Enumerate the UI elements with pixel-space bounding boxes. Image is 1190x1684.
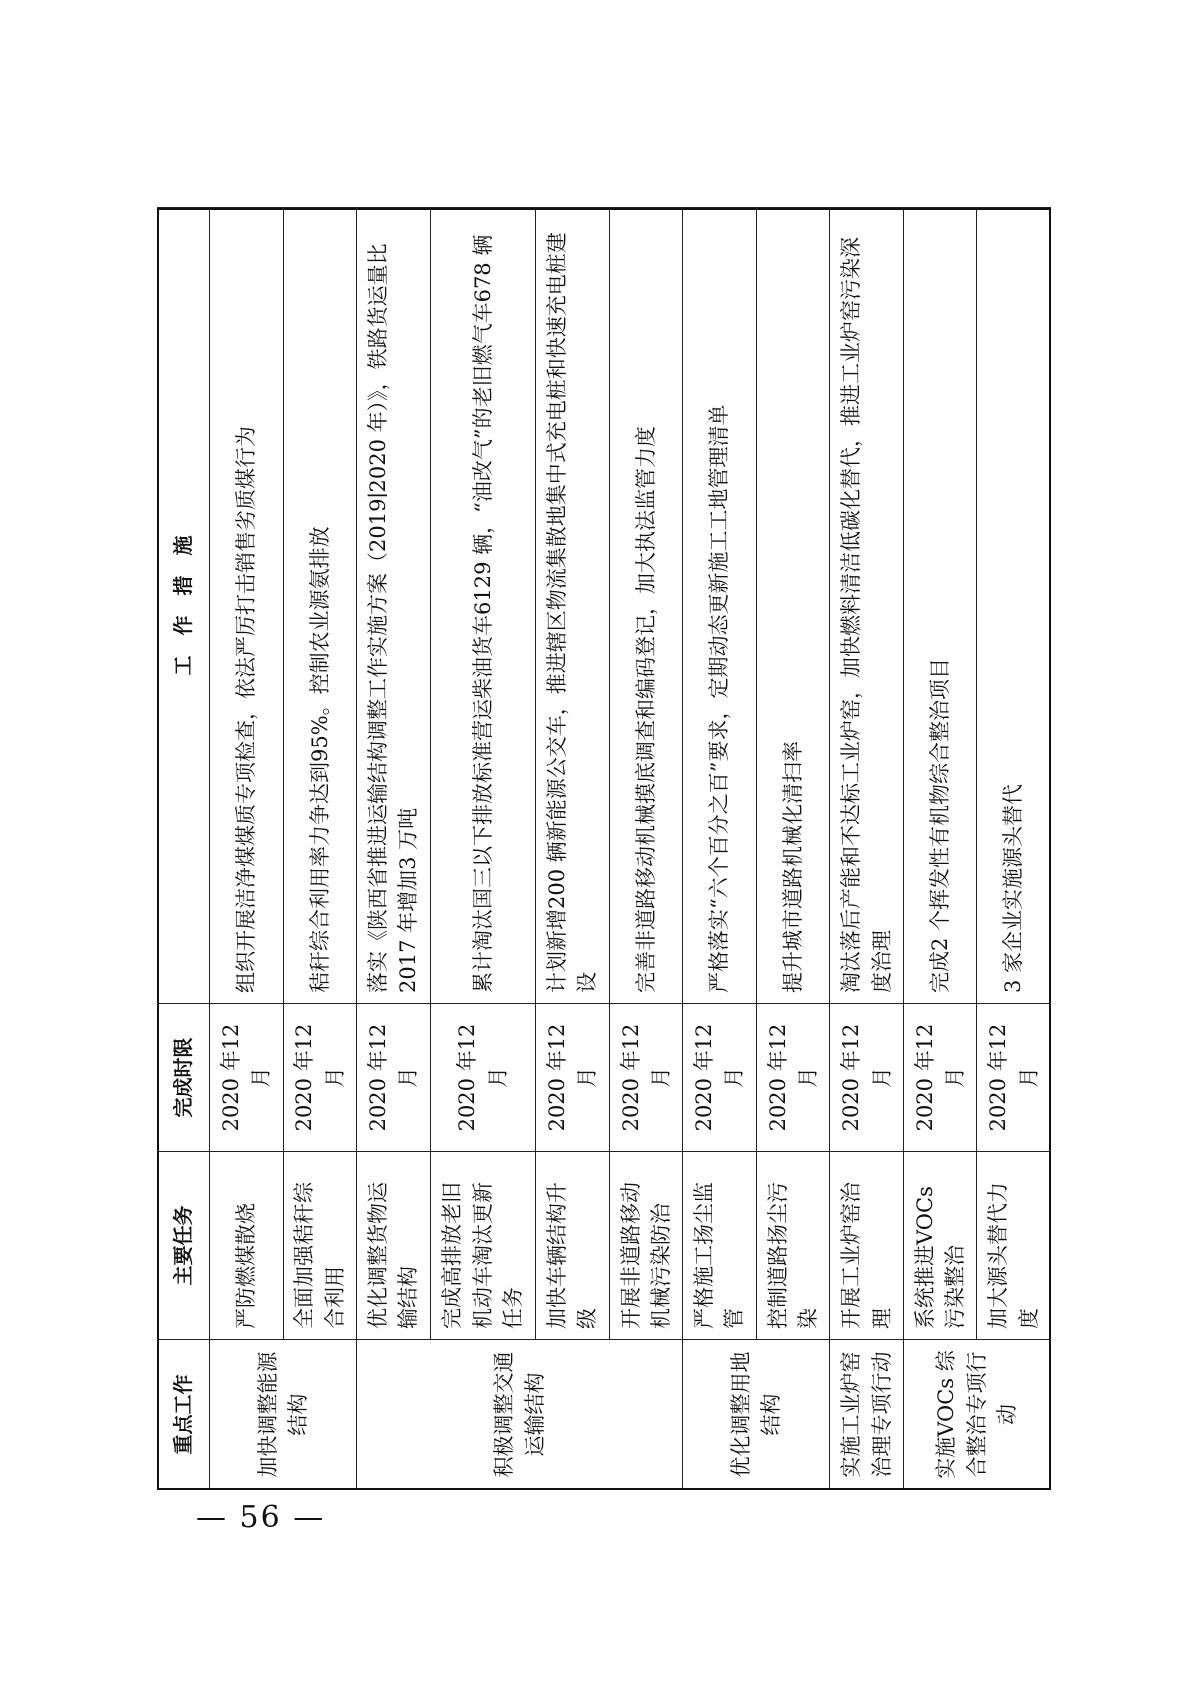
task-cell: 加快车辆结构升级	[536, 1152, 610, 1340]
measure-cell: 完成2 个挥发性有机物综合整治项目	[903, 208, 977, 1004]
measure-cell: 提升城市道路机械化清扫率	[756, 208, 830, 1004]
measure-cell: 组织开展洁净煤煤质专项检查，依法严厉打击销售劣质煤行为	[210, 208, 284, 1004]
measure-cell: 落实《陕西省推进运输结构调整工作实施方案（2019∣2020 年）》，铁路货运量比2017 年增加3 万吨	[357, 208, 431, 1004]
task-cell: 优化调整货物运输结构	[357, 1152, 431, 1340]
task-cell: 开展非道路移动机械污染防治	[609, 1152, 683, 1340]
deadline-cell: 2020 年12 月	[357, 1004, 431, 1152]
header-key-work: 重点工作	[158, 1340, 210, 1490]
task-cell: 严防燃煤散烧	[210, 1152, 284, 1340]
deadline-cell: 2020 年12 月	[430, 1004, 536, 1152]
page-number: — 56 —	[196, 1500, 326, 1535]
task-cell: 开展工业炉窑治理	[830, 1152, 904, 1340]
header-deadline: 完成时限	[158, 1004, 210, 1152]
key-work-cell: 实施VOCs 综合整治专项行动	[903, 1340, 1050, 1490]
task-cell: 系统推进VOCs 污染整治	[903, 1152, 977, 1340]
deadline-cell: 2020 年12 月	[756, 1004, 830, 1152]
key-work-cell: 加快调整能源结构	[210, 1340, 357, 1490]
key-work-cell: 优化调整用地结构	[683, 1340, 830, 1490]
deadline-cell: 2020 年12 月	[683, 1004, 757, 1152]
task-cell: 严格施工扬尘监管	[683, 1152, 757, 1340]
table-frame	[157, 208, 1051, 1490]
deadline-cell: 2020 年12 月	[210, 1004, 284, 1152]
measure-cell: 累计淘汰国三以下排放标准营运柴油货车6129 辆，“油改气”的老旧燃气车678 辆	[430, 208, 536, 1004]
deadline-cell: 2020 年12 月	[609, 1004, 683, 1152]
key-work-cell: 积极调整交通运输结构	[357, 1340, 683, 1490]
header-measures: 工 作 措 施	[158, 208, 210, 1004]
deadline-cell: 2020 年12 月	[283, 1004, 357, 1152]
measure-cell: 严格落实“六个百分之百”要求，定期动态更新施工工地管理清单	[683, 208, 757, 1004]
measure-cell: 计划新增200 辆新能源公交车，推进辖区物流集散地集中式充电桩和快速充电桩建设	[536, 208, 610, 1004]
key-work-cell: 实施工业炉窑治理专项行动	[830, 1340, 904, 1490]
task-cell: 全面加强秸秆综合利用	[283, 1152, 357, 1340]
measure-cell: 淘汰落后产能和不达标工业炉窑，加快燃料清洁低碳化替代，推进工业炉窑污染深度治理	[830, 208, 904, 1004]
deadline-cell: 2020 年12 月	[977, 1004, 1051, 1152]
measure-cell: 秸秆综合利用率力争达到95%。控制农业源氨排放	[283, 208, 357, 1004]
task-cell: 控制道路扬尘污染	[756, 1152, 830, 1340]
deadline-cell: 2020 年12 月	[903, 1004, 977, 1152]
deadline-cell: 2020 年12 月	[536, 1004, 610, 1152]
task-cell: 完成高排放老旧机动车淘汰更新任务	[430, 1152, 536, 1340]
task-cell: 加大源头替代力度	[977, 1152, 1051, 1340]
header-main-task: 主要任务	[158, 1152, 210, 1340]
measure-cell: 完善非道路移动机械摸底调查和编码登记，加大执法监管力度	[609, 208, 683, 1004]
rotated-table-region	[157, 208, 1051, 1490]
deadline-cell: 2020 年12 月	[830, 1004, 904, 1152]
measure-cell: 3 家企业实施源头替代	[977, 208, 1051, 1004]
